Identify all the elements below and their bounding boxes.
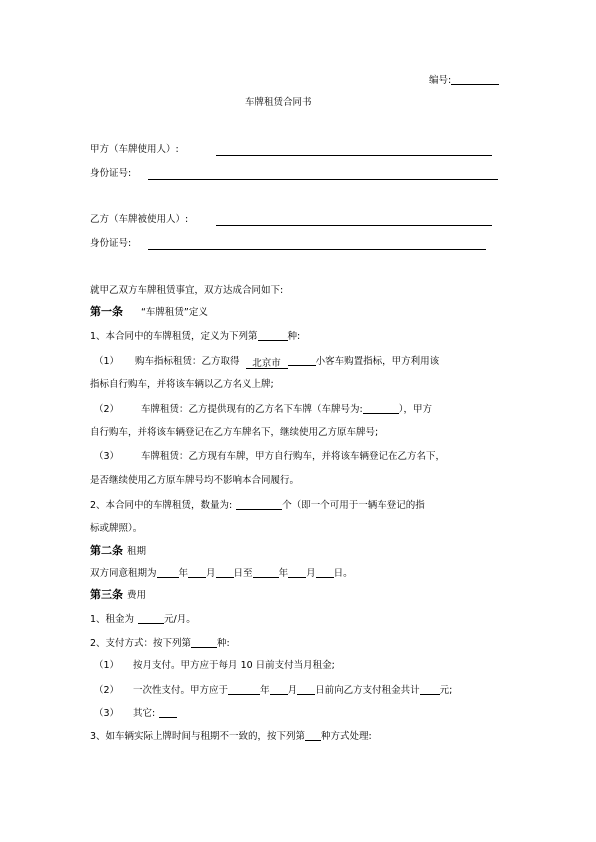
article2-subtitle: 租期 bbox=[127, 546, 147, 557]
id-b-blank bbox=[148, 249, 486, 250]
term-text: 双方同意租期为 bbox=[90, 568, 157, 579]
p2-year: 年 bbox=[260, 685, 270, 696]
article1-item3-cont: 是否继续使用乙方原车牌号均不影响本合同履行。 bbox=[90, 475, 300, 486]
item1-blank bbox=[288, 355, 316, 366]
article3-title bbox=[90, 589, 146, 602]
party-a-label: 甲方（车牌使用人）: bbox=[90, 144, 179, 155]
id-a-blank bbox=[148, 179, 498, 180]
article3-rent bbox=[90, 613, 196, 626]
article1-item2-cont: 自行购车，并将该车辆登记在乙方车牌名下，继续使用乙方原车牌号; bbox=[90, 427, 379, 438]
payment-option2 bbox=[94, 684, 452, 697]
p3-blank bbox=[159, 707, 177, 718]
article1-item1 bbox=[94, 355, 439, 369]
payment-option-blank bbox=[191, 637, 217, 648]
p3-text: 其它: bbox=[133, 708, 156, 719]
payment-option3 bbox=[94, 707, 177, 720]
article1-quantity-blank bbox=[236, 499, 282, 510]
p2-month: 月 bbox=[287, 685, 298, 696]
term-month1: 月 bbox=[206, 568, 216, 579]
item1-number: （1） bbox=[94, 356, 120, 367]
id-b-label: 身份证号: bbox=[90, 238, 132, 249]
number-label: 编号: bbox=[429, 75, 452, 86]
rent-unit: 元/月。 bbox=[164, 614, 196, 625]
item1-text: 购车指标租赁：乙方取得 bbox=[135, 356, 240, 367]
p2-text: 一次性支付。甲方应于 bbox=[133, 685, 229, 696]
article1-item2 bbox=[94, 403, 432, 416]
term-day1: 日至 bbox=[233, 568, 253, 579]
intro-text: 就甲乙双方车牌租赁事宜，双方达成合同如下: bbox=[90, 285, 284, 296]
item3-text: 车牌租赁：乙方现有车牌，甲方自行购车，并将该车辆登记在乙方名下， bbox=[141, 451, 446, 462]
item2-text-end: ），甲方 bbox=[398, 404, 433, 415]
line3-text-end: 种方式处理: bbox=[321, 731, 372, 742]
term-start-day-blank bbox=[216, 567, 234, 578]
p2-unit: 元; bbox=[439, 685, 453, 696]
article1-line2 bbox=[90, 499, 425, 512]
term-end-year-blank bbox=[253, 567, 279, 578]
party-b-blank bbox=[216, 225, 492, 226]
p2-amount-blank bbox=[420, 684, 440, 695]
item1-text-end: 小客车购置指标，甲方利用该 bbox=[315, 356, 440, 367]
p1-text: 按月支付。甲方应于每月 10 日前支付当月租金; bbox=[133, 660, 335, 671]
p2-number: （2） bbox=[94, 685, 120, 696]
payment-text: 2、支付方式：按下列第 bbox=[90, 638, 192, 649]
article1-line1-end: 种: bbox=[287, 331, 301, 342]
payment-option1 bbox=[94, 660, 335, 672]
line3-text: 3、如车辆实际上牌时间与租期不一致的，按下列第 bbox=[90, 731, 306, 742]
term-start-month-blank bbox=[188, 567, 206, 578]
term-end-month-blank bbox=[288, 567, 306, 578]
p1-number: （1） bbox=[94, 660, 120, 671]
article1-heading: 第一条 bbox=[90, 305, 123, 318]
article1-line1-blank bbox=[258, 330, 288, 341]
article1-line2-text: 2、本合同中的车牌租赁，数量为: bbox=[90, 500, 233, 511]
article1-item3 bbox=[94, 451, 445, 463]
term-year1: 年 bbox=[178, 568, 189, 579]
article1-line2-end: 个（即一个可用于一辆车登记的指 bbox=[282, 500, 425, 511]
contract-number bbox=[429, 74, 499, 87]
article1-item1-cont: 指标自行购车，并将该车辆以乙方名义上牌; bbox=[90, 379, 274, 390]
term-end-day-blank bbox=[316, 567, 334, 578]
term-start-year-blank bbox=[157, 567, 179, 578]
article3-heading: 第三条 bbox=[90, 588, 123, 601]
term-year2: 年 bbox=[278, 568, 289, 579]
payment-text-end: 种: bbox=[217, 638, 230, 649]
article2-title bbox=[90, 545, 146, 558]
item2-text: 车牌租赁：乙方提供现有的乙方名下车牌（车牌号为: bbox=[141, 404, 363, 415]
term-day2: 日。 bbox=[333, 568, 353, 579]
article1-subtitle: “车牌租赁”定义 bbox=[141, 307, 208, 318]
article1-line1-text: 1、本合同中的车牌租赁，定义为下列第 bbox=[90, 331, 258, 342]
article3-line3 bbox=[90, 730, 372, 743]
article2-line bbox=[90, 567, 353, 580]
rent-blank bbox=[138, 613, 164, 624]
party-b-label: 乙方（车牌被使用人）: bbox=[90, 214, 189, 225]
item1-city: 北京市 bbox=[246, 358, 288, 369]
article3-payment bbox=[90, 637, 230, 650]
article2-heading: 第二条 bbox=[90, 544, 123, 557]
party-a-blank bbox=[216, 155, 492, 156]
p2-day-blank bbox=[297, 684, 315, 695]
p2-year-blank bbox=[228, 684, 260, 695]
article1-line1 bbox=[90, 330, 300, 343]
item2-plate-blank bbox=[363, 403, 399, 414]
rent-text: 1、租金为 bbox=[90, 614, 135, 625]
number-blank bbox=[451, 74, 499, 85]
id-a-label: 身份证号: bbox=[90, 168, 132, 179]
article1-line2-cont: 标或牌照）。 bbox=[90, 523, 143, 534]
p3-number: （3） bbox=[94, 708, 120, 719]
p2-month-blank bbox=[270, 684, 288, 695]
article3-subtitle: 费用 bbox=[127, 590, 147, 601]
item3-number: （3） bbox=[94, 451, 120, 462]
article1-title bbox=[90, 306, 208, 319]
p2-text-mid: 日前向乙方支付租金共计 bbox=[315, 685, 420, 696]
page-title: 车牌租赁合同书 bbox=[245, 97, 312, 108]
item2-number: （2） bbox=[94, 404, 120, 415]
line3-blank bbox=[305, 730, 321, 741]
term-month2: 月 bbox=[306, 568, 316, 579]
